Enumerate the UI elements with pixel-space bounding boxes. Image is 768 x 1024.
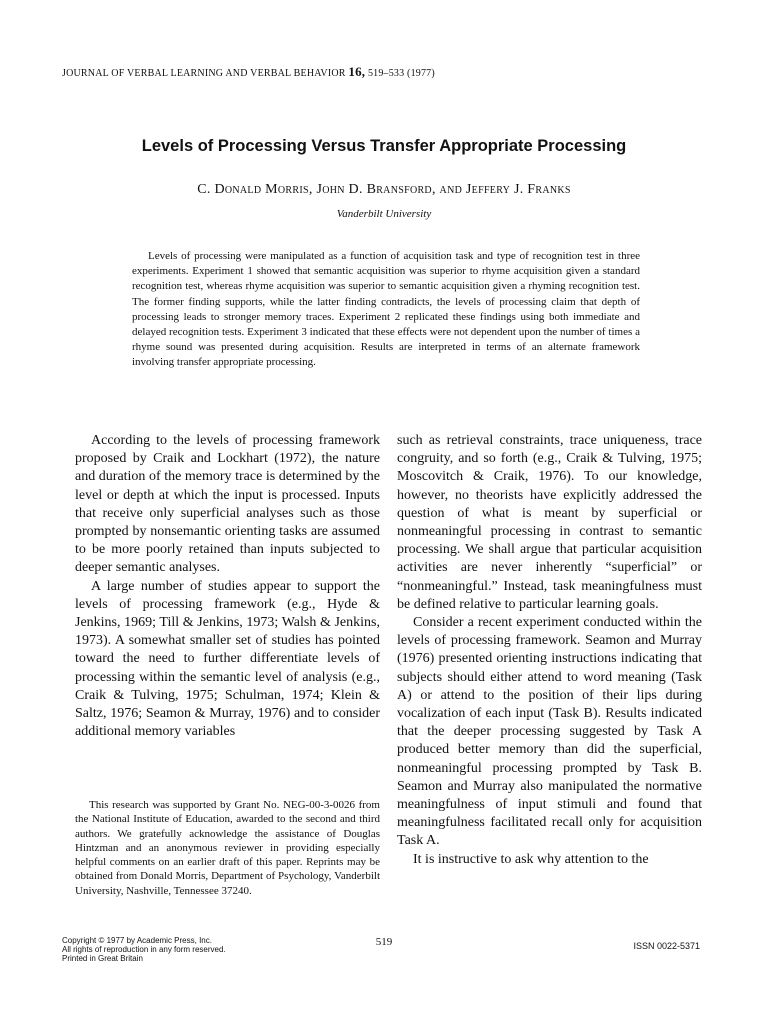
left-column: [75, 432, 380, 741]
author-affiliation: Vanderbilt University: [336, 208, 432, 220]
body-paragraph: Consider a recent experiment conducted within the levels of processing framework. Seamon and Murray (1976) presented orienting instructions indicating that subjects should either attend to word meaning (Task A) or attend to the position of their lips during vocalization of each input (Task B). Results indicated that the deeper processing suggested by Task A produced better memory than did the superficial, nonmeaningful processing prompted by Task B. Seamon and Murray also manipulated the normative meaningfulness of input stimuli and found that meaningfulness facilitated recall only for acquisition Task A.: [397, 615, 702, 849]
journal-name: JOURNAL OF VERBAL LEARNING AND VERBAL BEHAVIOR: [62, 68, 346, 79]
abstract: [132, 249, 640, 371]
copyright-line: Printed in Great Britain: [62, 954, 143, 963]
right-column: [397, 432, 702, 869]
body-paragraph: such as retrieval constraints, trace uniqueness, trace congruity, and so forth (e.g., Craik & Tulving, 1975; Moscovitch & Craik, 1976). To our knowledge, however, no theorists have explicitly addressed the question of what is meant by superficial or nonmeaningful processing in contrast to semantic processing. We shall argue that particular acquisition activities are never inherently “superficial” or “nonmeaningful.” Instead, task meaningfulness must be defined relative to particular learning goals.: [397, 433, 702, 612]
paper-authors: C. Donald Morris, John D. Bransford, and Jeffery J. Franks: [197, 182, 571, 197]
body-paragraph: According to the levels of processing framework proposed by Craik and Lockhart (1972), the nature and duration of the memory trace is determined by the level or depth at which the input is processed. Inputs that receive only superficial analyses such as those prompted by nonsemantic orienting tasks are assumed to be more poorly retained than inputs subjected to deeper semantic analyses.: [75, 433, 380, 576]
issn: ISSN 0022-5371: [633, 941, 700, 951]
copyright-line: All rights of reproduction in any form reserved.: [62, 945, 226, 954]
footnote-text: This research was supported by Grant No. NEG-00-3-0026 from the National Institute of Education, awarded to the second and third authors. We gratefully acknowledge the assistance of Douglas Hintzman and an anonymous reviewer in providing especially helpful comments on an earlier draft of this paper. Reprints may be obtained from Donald Morris, Department of Psychology, Vanderbilt University, Nashville, Tennessee 37240.: [75, 799, 380, 897]
paper-title: Levels of Processing Versus Transfer Appropriate Processing: [141, 137, 627, 155]
body-paragraph: A large number of studies appear to support the levels of processing framework (e.g., Hyde & Jenkins, 1969; Till & Jenkins, 1973; Walsh & Jenkins, 1973). A somewhat smaller set of studies has pointed toward the need to further differentiate levels of processing within the semantic level of analysis (e.g., Craik & Tulving, 1975; Schulman, 1974; Klein & Saltz, 1976; Seamon & Murray, 1976) and to consider additional memory variables: [75, 578, 380, 740]
journal-header: [62, 64, 435, 80]
journal-pages-year: 519–533 (1977): [367, 68, 435, 79]
abstract-text: Levels of processing were manipulated as a function of acquisition task and type of recognition test in three experiments. Experiment 1 showed that semantic acquisition was superior to rhyme acquisition given a standard recognition test, whereas rhyme acquisition was superior to semantic acquisition given a rhyming recognition test. The former finding supports, while the latter finding contradicts, the levels of processing claim that depth of processing leads to stronger memory traces. Experiment 2 replicated these findings using both immediate and delayed recognition tests. Experiment 3 indicated that these effects were not dependent upon the number of times a rhyme sound was presented during acquisition. Results are interpreted in terms of an alternate framework involving transfer appropriate processing.: [132, 250, 640, 369]
body-paragraph: It is instructive to ask why attention to the: [413, 851, 649, 867]
acknowledgement-footnote: [75, 798, 380, 898]
copyright-line: Copyright © 1977 by Academic Press, Inc.: [62, 936, 212, 945]
page-number: 519: [375, 936, 393, 948]
journal-volume: 16,: [348, 64, 366, 79]
